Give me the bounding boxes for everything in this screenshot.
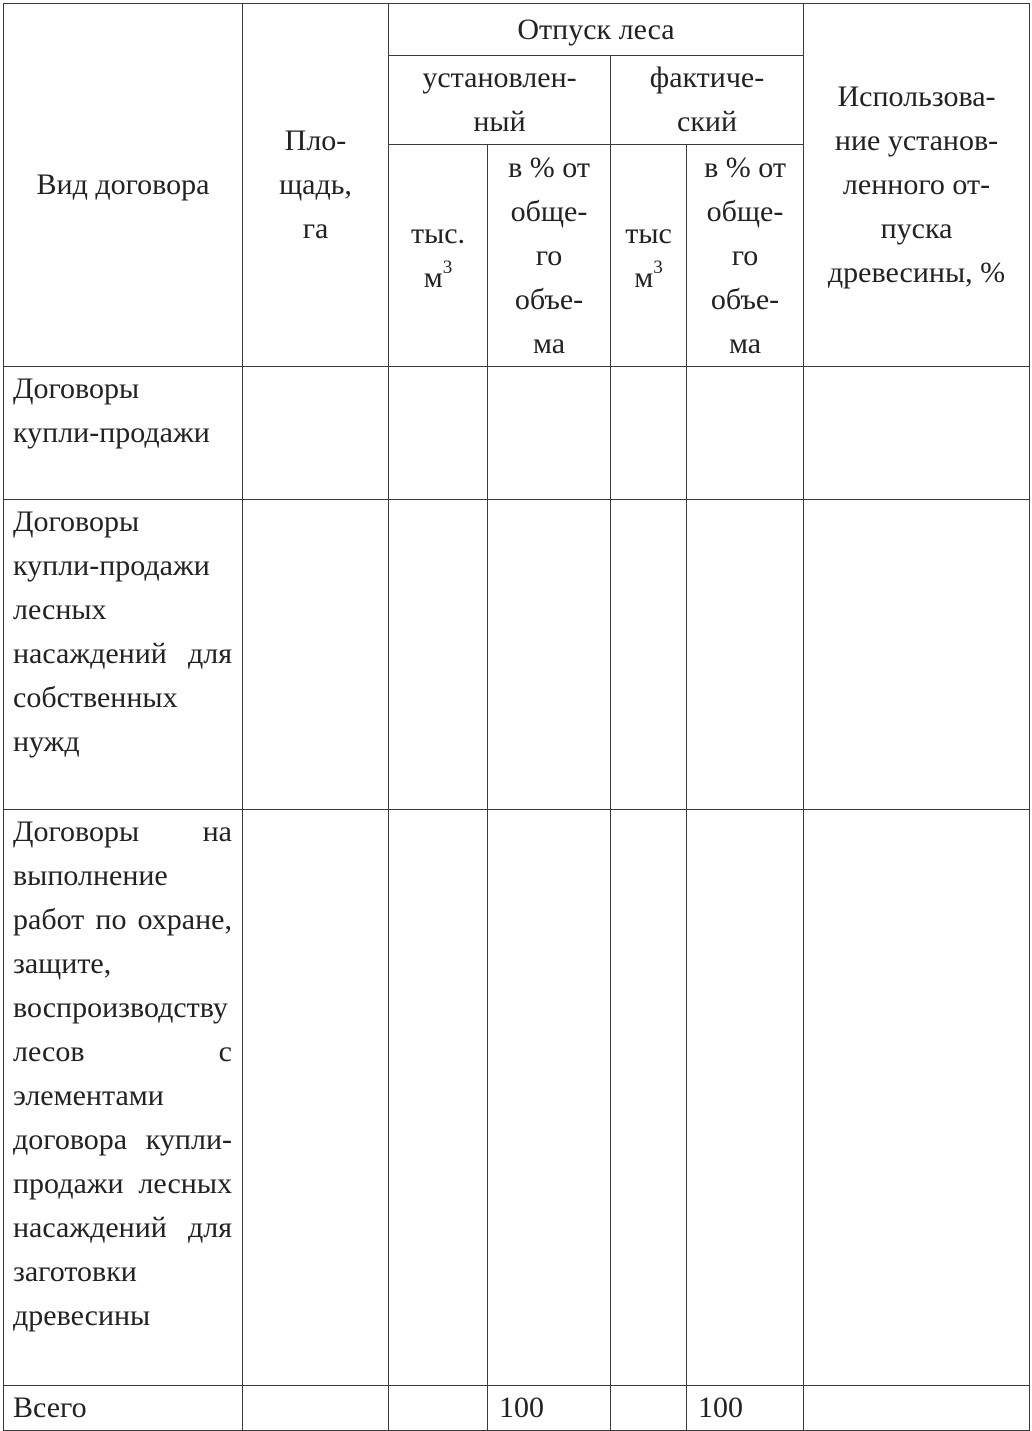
cell-established-percent <box>488 500 611 810</box>
header-timber-release: Отпуск леса <box>389 4 804 56</box>
cell-actual-volume <box>611 810 687 1386</box>
cell-actual-percent <box>687 367 804 500</box>
row-label: Договоры купли-продажи <box>4 367 243 500</box>
cell-area <box>243 500 389 810</box>
header-usage: Использова- ние установ- ленного от- пуска древесины, % <box>804 4 1030 367</box>
header-row-1 <box>4 4 1030 56</box>
superscript-three: 3 <box>653 256 663 278</box>
header-established: установлен- ный <box>389 56 611 145</box>
cell-area <box>243 1386 389 1431</box>
table-row <box>4 500 1030 810</box>
cell-usage <box>804 1386 1030 1431</box>
cell-usage <box>804 500 1030 810</box>
row-label: Договоры купли-продажи лесных насаждений для собственных нужд <box>4 500 243 810</box>
header-thousand-m3-established: тыс. $м^3$ <box>389 145 488 367</box>
cell-established-percent <box>488 367 611 500</box>
cell-established-volume <box>389 1386 488 1431</box>
table-row <box>4 810 1030 1386</box>
header-area: Пло- щадь, га <box>243 4 389 367</box>
header-actual: фактиче- ский <box>611 56 804 145</box>
total-row <box>4 1386 1030 1431</box>
contract-table <box>3 3 1030 1431</box>
cell-established-volume <box>389 500 488 810</box>
cell-actual-percent <box>687 500 804 810</box>
cell-established-percent <box>488 810 611 1386</box>
header-contract-type: Вид договора <box>4 4 243 367</box>
cell-actual-volume <box>611 500 687 810</box>
cell-actual-volume <box>611 1386 687 1431</box>
row-label: Договоры на выполнение работ по охране, защите, воспроизводству лесов с элементами договора купли-продажи лесных насаждений для заготовки древесины <box>4 810 243 1386</box>
superscript-three: 3 <box>442 256 453 278</box>
cell-established-volume <box>389 367 488 500</box>
cell-area <box>243 367 389 500</box>
contract-table-wrapper <box>3 3 1030 1431</box>
cell-usage <box>804 810 1030 1386</box>
total-established-percent: 100 <box>488 1386 611 1431</box>
header-percent-actual: в % от обще- го объе- ма <box>687 145 804 367</box>
total-actual-percent: 100 <box>687 1386 804 1431</box>
total-label: Всего <box>4 1386 243 1431</box>
cell-usage <box>804 367 1030 500</box>
cell-area <box>243 810 389 1386</box>
table-row <box>4 367 1030 500</box>
cell-actual-percent <box>687 810 804 1386</box>
cell-actual-volume <box>611 367 687 500</box>
header-thousand-m3-actual: тыс $м^3$ <box>611 145 687 367</box>
cell-established-volume <box>389 810 488 1386</box>
header-percent-established: в % от обще- го объе- ма <box>488 145 611 367</box>
